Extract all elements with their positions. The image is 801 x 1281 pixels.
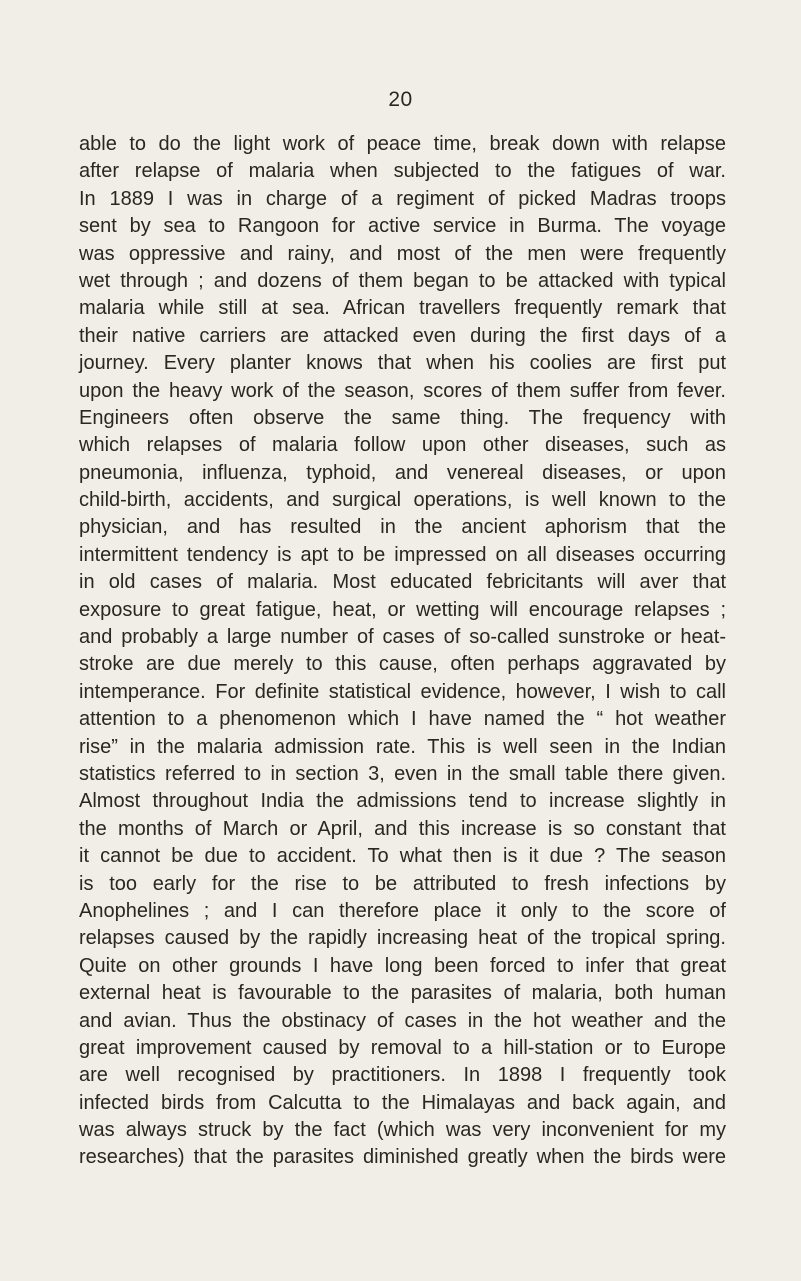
text-line: is too early for the rise to be attributed to fresh infections by	[79, 872, 726, 895]
text-line: journey. Every planter knows that when his coolies are first put	[79, 352, 726, 375]
text-line: physician, and has resulted in the ancient aphorism that the	[79, 516, 726, 539]
text-line: researches) that the parasites diminished greatly when the birds were	[79, 1146, 726, 1169]
text-line: great improvement caused by removal to a hill-station or to Europe	[79, 1036, 726, 1059]
text-line: attention to a phenomenon which I have named the “ hot weather	[79, 708, 726, 731]
text-line: after relapse of malaria when subjected to the fatigues of war.	[79, 160, 726, 183]
text-line: rise” in the malaria admission rate. This is well seen in the Indian	[79, 735, 726, 758]
text-line: infected birds from Calcutta to the Himalayas and back again, and	[79, 1091, 726, 1114]
text-line: pneumonia, influenza, typhoid, and venereal diseases, or upon	[79, 461, 726, 484]
body-text	[79, 131, 726, 1172]
text-line: exposure to great fatigue, heat, or wetting will encourage relapses ;	[79, 598, 726, 621]
text-line: child-birth, accidents, and surgical operations, is well known to the	[79, 489, 726, 512]
text-line: and probably a large number of cases of so-called sunstroke or heat-	[79, 626, 726, 649]
text-line: In 1889 I was in charge of a regiment of picked Madras troops	[79, 187, 726, 210]
text-line: sent by sea to Rangoon for active service in Burma. The voyage	[79, 215, 726, 238]
text-line: Quite on other grounds I have long been forced to infer that great	[79, 954, 726, 977]
text-line: was always struck by the fact (which was very inconvenient for my	[79, 1119, 726, 1142]
text-line: it cannot be due to accident. To what then is it due ? The season	[79, 845, 726, 868]
text-line: able to do the light work of peace time, break down with relapse	[79, 133, 726, 155]
text-line: the months of March or April, and this increase is so constant that	[79, 817, 726, 840]
text-line: wet through ; and dozens of them began to be attacked with typical	[79, 269, 726, 292]
page-number: 20	[388, 88, 413, 111]
text-line: and avian. Thus the obstinacy of cases in the hot weather and the	[79, 1009, 726, 1032]
text-line: upon the heavy work of the season, scores of them suffer from fever.	[79, 379, 726, 402]
text-line: are well recognised by practitioners. In 1898 I frequently took	[79, 1064, 726, 1087]
text-line: stroke are due merely to this cause, often perhaps aggravated by	[79, 653, 726, 676]
text-line: Engineers often observe the same thing. The frequency with	[79, 406, 726, 429]
text-line: their native carriers are attacked even during the first days of a	[79, 324, 726, 347]
text-line: malaria while still at sea. African travellers frequently remark that	[79, 297, 726, 320]
text-line: external heat is favourable to the parasites of malaria, both human	[79, 982, 726, 1005]
text-line: intemperance. For definite statistical evidence, however, I wish to call	[79, 680, 726, 703]
text-line: Almost throughout India the admissions tend to increase slightly in	[79, 790, 726, 813]
text-line: in old cases of malaria. Most educated febricitants will aver that	[79, 571, 726, 594]
text-line: was oppressive and rainy, and most of the men were frequently	[79, 242, 726, 265]
text-line: which relapses of malaria follow upon other diseases, such as	[79, 434, 726, 457]
text-line: statistics referred to in section 3, even in the small table there given.	[79, 762, 726, 785]
text-line: relapses caused by the rapidly increasing heat of the tropical spring.	[79, 927, 726, 950]
text-line: intermittent tendency is apt to be impressed on all diseases occurring	[79, 543, 726, 566]
text-line: Anophelines ; and I can therefore place it only to the score of	[79, 899, 726, 922]
